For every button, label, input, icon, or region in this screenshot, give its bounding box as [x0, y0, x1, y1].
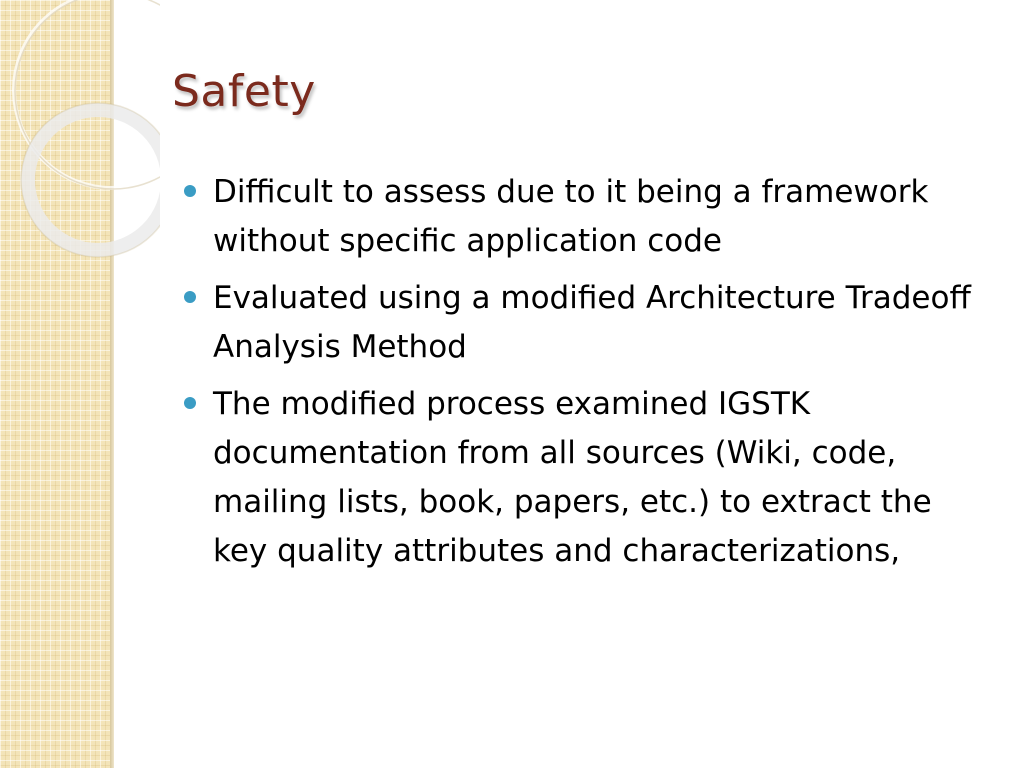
bullet-item: [184, 168, 974, 266]
bullet-text: Difficult to assess due to it being a framework without specific application code: [213, 174, 929, 259]
slide-title: Safety: [172, 66, 316, 117]
bullet-text: The modified process examined IGSTK documentation from all sources (Wiki, code, mailing lists, book, papers, etc.) to extract the key quality attributes and characterizations,: [213, 386, 932, 569]
bullet-item: [184, 380, 974, 576]
decorative-ring-small: [28, 110, 160, 250]
bullet-marker-icon: [184, 291, 196, 303]
bullet-marker-icon: [184, 185, 196, 197]
decorative-rings: [0, 0, 160, 300]
bullet-text: Evaluated using a modified Architecture Tradeoff Analysis Method: [213, 280, 971, 365]
bullet-list: [184, 168, 974, 584]
bullet-marker-icon: [184, 397, 196, 409]
bullet-item: [184, 274, 974, 372]
